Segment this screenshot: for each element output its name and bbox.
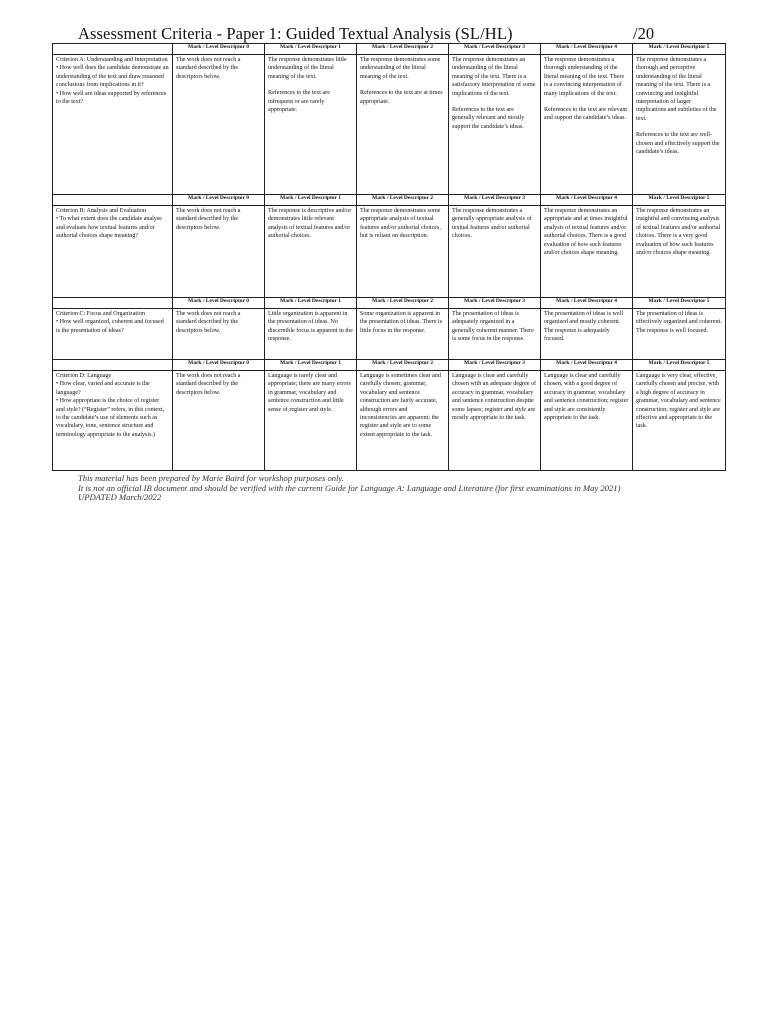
level-header: Mark / Level Descriptor 2 xyxy=(357,298,449,309)
descriptor-cell xyxy=(357,55,449,195)
footer-line: UPDATED March/2022 xyxy=(78,492,162,503)
criterion-a-cell xyxy=(53,55,173,195)
level-header: Mark / Level Descriptor 5 xyxy=(633,195,726,206)
descriptor-cell xyxy=(541,371,633,471)
descriptor-cell xyxy=(541,309,633,360)
criterion-title: Criterion D: Language xyxy=(56,373,112,379)
descriptor-text: References to the text are infrequent or are rarely appropriate. xyxy=(268,90,330,114)
header-blank-cell xyxy=(53,298,173,309)
criterion-title: Criterion A: Understanding and Interpretation xyxy=(56,57,168,63)
rubric-table xyxy=(52,43,726,471)
descriptor-cell xyxy=(541,55,633,195)
header-blank-cell xyxy=(53,195,173,206)
descriptor-cell xyxy=(633,371,726,471)
descriptor-text: References to the text are relevant and support the candidate’s ideas. xyxy=(544,107,628,122)
descriptor-cell xyxy=(173,206,265,298)
descriptor-text: Language is clear and carefully chosen with an adequate degree of accuracy in grammar, vocabulary and sentence construction despite some lapses; register and style are mostly appropriate to the task. xyxy=(452,373,537,422)
descriptor-text: The response demonstrates an understanding of the literal meaning of the text. There is a satisfactory interpretation of some implications of the text. xyxy=(452,57,536,97)
descriptor-text: The presentation of ideas is well organized and mostly coherent. The response is adequately focused. xyxy=(544,311,624,343)
descriptor-text: The response demonstrates some understanding of the literal meaning of the text. xyxy=(360,57,441,80)
level-header: Mark / Level Descriptor 0 xyxy=(173,44,265,55)
descriptor-cell xyxy=(633,206,726,298)
level-header: Mark / Level Descriptor 0 xyxy=(173,360,265,371)
level-header: Mark / Level Descriptor 3 xyxy=(449,360,541,371)
level-header: Mark / Level Descriptor 0 xyxy=(173,298,265,309)
criterion-title: Criterion C: Focus and Organization xyxy=(56,311,145,317)
level-header: Mark / Level Descriptor 4 xyxy=(541,298,633,309)
level-header: Mark / Level Descriptor 0 xyxy=(173,195,265,206)
criterion-b-cell xyxy=(53,206,173,298)
descriptor-cell xyxy=(633,55,726,195)
criterion-bullet: • To what extent does the candidate analyse and evaluate how textual features and/or authorial choices shape meaning? xyxy=(56,216,162,240)
level-header: Mark / Level Descriptor 1 xyxy=(265,298,357,309)
descriptor-cell xyxy=(173,309,265,360)
level-header: Mark / Level Descriptor 4 xyxy=(541,360,633,371)
criterion-d-header-row xyxy=(53,360,726,371)
level-header: Mark / Level Descriptor 3 xyxy=(449,195,541,206)
descriptor-text: Little organization is apparent in the presentation of ideas. No discernible focus is apparent in the response. xyxy=(268,311,353,343)
descriptor-cell xyxy=(357,309,449,360)
level-header: Mark / Level Descriptor 2 xyxy=(357,360,449,371)
level-header: Mark / Level Descriptor 1 xyxy=(265,195,357,206)
level-header: Mark / Level Descriptor 5 xyxy=(633,44,726,55)
level-header: Mark / Level Descriptor 3 xyxy=(449,298,541,309)
criterion-a-row xyxy=(53,55,726,195)
descriptor-cell xyxy=(173,55,265,195)
footer-note xyxy=(78,474,620,503)
descriptor-cell xyxy=(357,206,449,298)
level-header: Mark / Level Descriptor 1 xyxy=(265,44,357,55)
criterion-c-row xyxy=(53,309,726,360)
footer-line: It is not an official IB document and should be verified with the current Guide for Language A: Language and Literature (for first examinations in May 2021) xyxy=(78,482,621,493)
descriptor-text: The presentation of ideas is adequately organized in a generally coherent manner. There is some focus in the response. xyxy=(452,311,534,343)
descriptor-text: Some organization is apparent in the presentation of ideas. There is little focus in the response. xyxy=(360,311,443,334)
header-blank-cell xyxy=(53,44,173,55)
criterion-b-row xyxy=(53,206,726,298)
level-header: Mark / Level Descriptor 5 xyxy=(633,298,726,309)
descriptor-cell xyxy=(265,55,357,195)
level-header: Mark / Level Descriptor 2 xyxy=(357,44,449,55)
descriptor-text: The work does not reach a standard described by the descriptors below. xyxy=(176,311,241,334)
descriptor-text: The work does not reach a standard described by the descriptors below. xyxy=(176,373,241,396)
descriptor-text: The response demonstrates an appropriate and at times insightful analysis of textual features and/or authorial choices. There is a good evaluation of how such features and/or choices shape meaning. xyxy=(544,208,628,257)
descriptor-text: Language is rarely clear and appropriate; there are many errors in grammar, vocabulary and sentence construction and little sense of register and style. xyxy=(268,373,351,413)
descriptor-text: The response is descriptive and/or demonstrates little relevant analysis of textual features and/or authorial choices. xyxy=(268,208,352,240)
footer-line: This material has been prepared by Marie Baird for workshop purposes only. xyxy=(78,473,344,483)
criterion-a-header-row xyxy=(53,44,726,55)
criterion-c-cell xyxy=(53,309,173,360)
criterion-bullet: • How well are ideas supported by references to the text? xyxy=(56,90,167,106)
criterion-b-header-row xyxy=(53,195,726,206)
descriptor-text: The presentation of ideas is effectively organized and coherent. The response is well focused. xyxy=(636,311,722,334)
descriptor-text: Language is sometimes clear and carefully chosen; grammar, vocabulary and sentence construction are fairly accurate, although errors and inconsistencies are apparent; the register and style are to some extent appropriate to the task. xyxy=(360,373,441,438)
header-blank-cell xyxy=(53,360,173,371)
level-header: Mark / Level Descriptor 4 xyxy=(541,44,633,55)
descriptor-text: The response demonstrates some appropriate analysis of textual features and/or authorial choices, but is reliant on description. xyxy=(360,208,441,240)
criterion-bullet: • How appropriate is the choice of register and style? (“Register” refers, in this context, to the candidate’s use of elements such as vocabulary, tone, sentence structure and terminology appropriate to the analysis.) xyxy=(56,398,165,438)
descriptor-cell xyxy=(449,309,541,360)
descriptor-text: The response demonstrates an insightful and convincing analysis of textual features and/or authorial choices. There is a very good evaluation of how such features and/or choices shape meaning. xyxy=(636,208,721,257)
descriptor-text: The response demonstrates little understanding of the literal meaning of the text. xyxy=(268,57,347,80)
descriptor-text: References to the text are well-chosen and effectively support the candidate’s ideas. xyxy=(636,132,720,156)
descriptor-text: Language is very clear, effective, carefully chosen and precise, with a high degree of accuracy in grammar, vocabulary and sentence construction; register and style are effective and appropriate to the task. xyxy=(636,373,721,430)
descriptor-text: References to the text are generally relevant and mostly support the candidate’s ideas. xyxy=(452,107,525,130)
descriptor-cell xyxy=(449,55,541,195)
level-header: Mark / Level Descriptor 3 xyxy=(449,44,541,55)
descriptor-cell xyxy=(173,371,265,471)
level-header: Mark / Level Descriptor 4 xyxy=(541,195,633,206)
descriptor-text: The response demonstrates a thorough understanding of the literal meaning of the text. There is a convincing interpretation of many implications of the text. xyxy=(544,57,625,97)
criterion-title: Criterion B: Analysis and Evaluation xyxy=(56,208,147,214)
descriptor-text: The response demonstrates a generally appropriate analysis of textual features and/or authorial choices. xyxy=(452,208,532,240)
descriptor-cell xyxy=(449,371,541,471)
descriptor-text: The response demonstrates a thorough and perceptive understanding of the literal meaning of the text. There is a convincing and insightful interpretation of larger implications and subtleties of the text. xyxy=(636,57,717,122)
criterion-bullet: • How well does the candidate demonstrate an understanding of the text and draw reasoned conclusions from implications in it? xyxy=(56,65,169,89)
criterion-d-cell xyxy=(53,371,173,471)
descriptor-cell xyxy=(265,371,357,471)
descriptor-text: The work does not reach a standard described by the descriptors below. xyxy=(176,57,241,80)
criterion-c-header-row xyxy=(53,298,726,309)
descriptor-text: The work does not reach a standard described by the descriptors below. xyxy=(176,208,241,231)
total-score: /20 xyxy=(633,24,655,43)
criterion-bullet: • How clear, varied and accurate is the language? xyxy=(56,381,150,396)
descriptor-cell xyxy=(265,309,357,360)
page-title: Assessment Criteria - Paper 1: Guided Textual Analysis (SL/HL) xyxy=(78,24,513,43)
level-header: Mark / Level Descriptor 5 xyxy=(633,360,726,371)
level-header: Mark / Level Descriptor 1 xyxy=(265,360,357,371)
descriptor-cell xyxy=(449,206,541,298)
criterion-d-row xyxy=(53,371,726,471)
descriptor-text: Language is clear and carefully chosen, with a good degree of accuracy in grammar, vocabulary and sentence construction; register and style are consistently appropriate to the task. xyxy=(544,373,629,422)
descriptor-cell xyxy=(541,206,633,298)
descriptor-cell xyxy=(357,371,449,471)
criterion-bullet: • How well organized, coherent and focused is the presentation of ideas? xyxy=(56,319,164,334)
descriptor-cell xyxy=(265,206,357,298)
descriptor-cell xyxy=(633,309,726,360)
descriptor-text: References to the text are at times appropriate. xyxy=(360,90,443,105)
level-header: Mark / Level Descriptor 2 xyxy=(357,195,449,206)
